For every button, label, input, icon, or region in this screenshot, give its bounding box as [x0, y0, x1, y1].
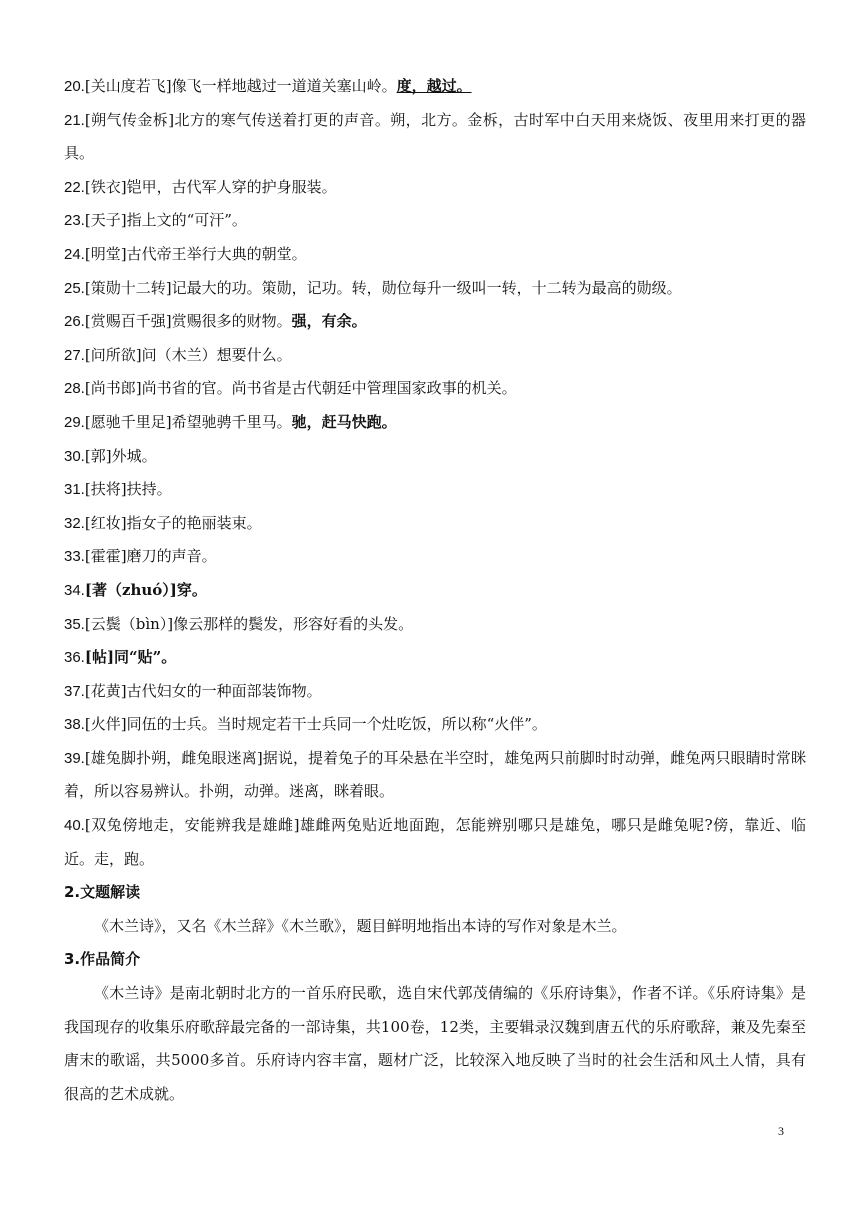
work-intro-paragraph: 《木兰诗》是南北朝时北方的一首乐府民歌，选自宋代郭茂倩编的《乐府诗集》，作者不详。《乐府诗集》是我国现存的收集乐府歌辞最完备的一部诗集，共100卷，12类，主要辑录汉魏到唐五代的乐府歌辞，兼及先秦至唐末的歌谣，共5000多首。乐府诗内容丰富，题材广泛，比较深入地反映了当时的社会生活和风土人情，具有很高的艺术成就。 — [64, 984, 806, 1103]
note-number: 27. — [64, 346, 85, 364]
note-item — [64, 473, 806, 507]
note-item — [64, 809, 806, 876]
note-text: [策勋十二转]记最大的功。策勋，记功。转，勋位每升一级叫一转，十二转为最高的勋级。 — [84, 278, 682, 297]
note-number: 38. — [64, 716, 85, 734]
note-item — [64, 608, 806, 642]
note-item — [64, 440, 806, 474]
note-number: 34. — [64, 581, 85, 599]
note-number: 29. — [64, 413, 85, 431]
note-item — [64, 742, 806, 809]
title-interpretation-paragraph: 《木兰诗》，又名《木兰辞》《木兰歌》，题目鲜明地指出本诗的写作对象是木兰。 — [94, 916, 627, 935]
note-item — [64, 238, 806, 272]
note-number: 32. — [64, 514, 85, 532]
note-number: 21. — [64, 111, 85, 129]
note-text: [霍霍]磨刀的声音。 — [84, 547, 217, 566]
note-number: 37. — [64, 682, 85, 700]
note-bold-text: [著（zhuó）]穿。 — [84, 580, 207, 599]
note-bold-text: 驰，赶马快跑。 — [291, 412, 397, 431]
note-number: 30. — [64, 447, 85, 465]
note-number: 35. — [64, 615, 85, 633]
note-number: 22. — [64, 178, 85, 196]
note-text: [双兔傍地走，安能辨我是雄雌]雄雌两兔贴近地面跑，怎能辨别哪只是雄兔，哪只是雌兔呢?傍，靠近、临近。走，跑。 — [64, 816, 806, 868]
note-text: [问所欲]问（木兰）想要什么。 — [84, 345, 292, 364]
note-item — [64, 272, 806, 306]
note-item — [64, 675, 806, 709]
note-number: 23. — [64, 212, 85, 230]
note-number: 36. — [64, 649, 85, 667]
note-text: [云鬓（bìn）]像云那样的鬓发，形容好看的头发。 — [84, 614, 414, 633]
note-item — [64, 574, 806, 608]
note-item — [64, 507, 806, 541]
document-page — [64, 70, 806, 1111]
note-text: [雄兔脚扑朔，雌兔眼迷离]据说，提着兔子的耳朵悬在半空时，雄兔两只前脚时时动弹，雌兔两只眼睛时常眯着，所以容易辨认。扑朔，动弹。迷离，眯着眼。 — [64, 748, 806, 801]
note-item — [64, 204, 806, 238]
note-text: [花黄]古代妇女的一种面部装饰物。 — [84, 681, 322, 700]
note-number: 31. — [64, 481, 85, 499]
note-text: [红妆]指女子的艳丽装束。 — [84, 513, 262, 532]
note-text: [火伴]同伍的士兵。当时规定若干士兵同一个灶吃饭，所以称“火伴”。 — [84, 715, 547, 734]
note-item — [64, 372, 806, 406]
note-item — [64, 171, 806, 205]
note-number: 40. — [64, 817, 85, 835]
note-text: [铁衣]铠甲，古代军人穿的护身服装。 — [84, 177, 337, 196]
note-item — [64, 708, 806, 742]
note-item — [64, 104, 806, 171]
note-item — [64, 540, 806, 574]
notes-list — [64, 70, 806, 876]
note-number: 20. — [64, 78, 85, 95]
note-text: [扶将]扶持。 — [84, 480, 172, 499]
note-number: 39. — [64, 749, 85, 767]
note-text: [郭]外城。 — [84, 446, 157, 465]
section-heading-work-intro: 3.作品简介 — [64, 950, 141, 969]
note-number: 24. — [64, 245, 85, 263]
note-item — [64, 305, 806, 339]
note-number: 25. — [64, 279, 85, 297]
note-number: 28. — [64, 380, 85, 398]
note-bold-text: 度，越过。 — [396, 77, 472, 95]
note-item — [64, 70, 806, 104]
note-text: [朔气传金柝]北方的寒气传送着打更的声音。朔，北方。金柝，古时军中白天用来烧饭、夜里用来打更的器具。 — [64, 110, 806, 163]
page-number: 3 — [778, 1124, 784, 1138]
note-bold-text: 强，有余。 — [291, 312, 367, 331]
note-text: [愿驰千里足]希望驰骋千里马。 — [84, 412, 292, 431]
note-bold-text: [帖]同“贴”。 — [84, 648, 177, 667]
note-item — [64, 641, 806, 675]
note-item — [64, 406, 806, 440]
note-number: 26. — [64, 313, 85, 331]
note-text: [尚书郎]尚书省的官。尚书省是古代朝廷中管理国家政事的机关。 — [84, 379, 517, 398]
note-number: 33. — [64, 548, 85, 566]
note-text: [关山度若飞]像飞一样地越过一道道关塞山岭。 — [84, 77, 397, 95]
note-item — [64, 339, 806, 373]
section-heading-title-interpretation: 2.文题解读 — [64, 883, 141, 902]
note-text: [明堂]古代帝王举行大典的朝堂。 — [84, 244, 307, 263]
note-text: [天子]指上文的“可汗”。 — [84, 211, 247, 230]
note-text: [赏赐百千强]赏赐很多的财物。 — [84, 312, 292, 331]
